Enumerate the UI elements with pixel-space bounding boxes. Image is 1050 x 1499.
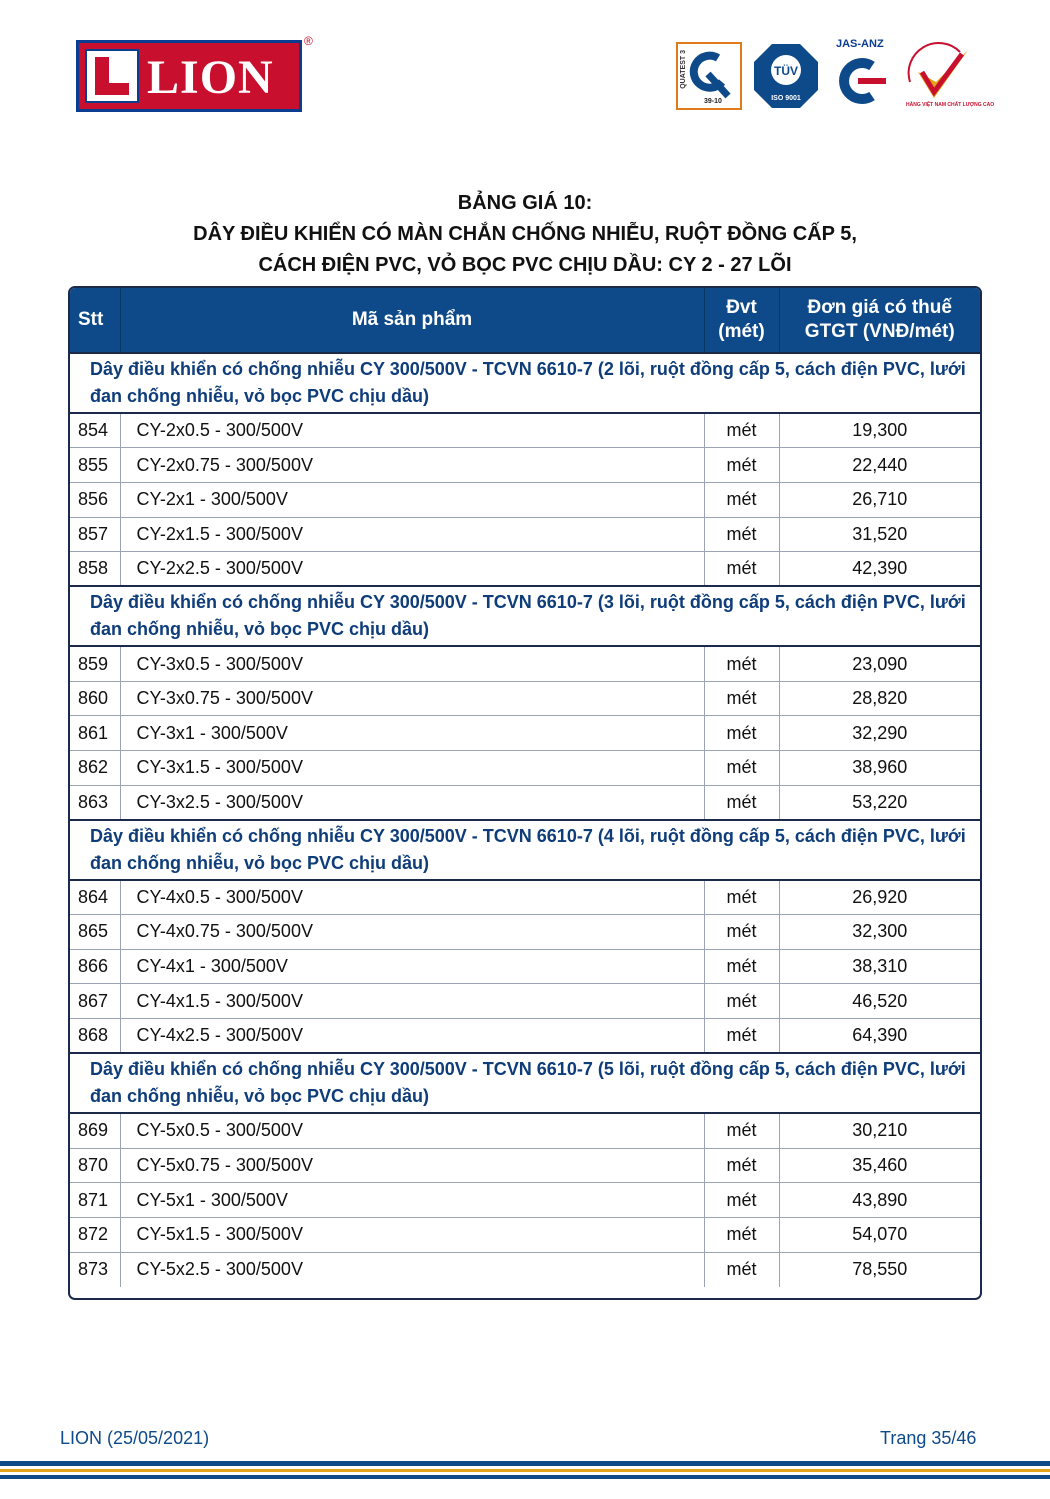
cell-price: 54,070 bbox=[779, 1217, 980, 1252]
cell-stt: 856 bbox=[70, 482, 120, 517]
jas-anz-label: JAS-ANZ bbox=[836, 38, 884, 50]
cell-stt: 868 bbox=[70, 1019, 120, 1054]
table-row bbox=[70, 984, 980, 1019]
cell-product-code: CY-5x1 - 300/500V bbox=[120, 1183, 704, 1218]
cell-product-code: CY-3x2.5 - 300/500V bbox=[120, 785, 704, 820]
header-price-line-2: GTGT (VNĐ/mét) bbox=[804, 321, 955, 342]
cell-unit: mét bbox=[704, 681, 779, 716]
footer-bar-blue-bottom bbox=[0, 1475, 1050, 1479]
cell-unit: mét bbox=[704, 1019, 779, 1054]
cell-product-code: CY-4x2.5 - 300/500V bbox=[120, 1019, 704, 1054]
table-row bbox=[70, 785, 980, 820]
table-header-row bbox=[70, 288, 980, 353]
jas-anz-certification-badge bbox=[832, 38, 888, 110]
cell-product-code: CY-4x0.5 - 300/500V bbox=[120, 880, 704, 915]
table-row bbox=[70, 1217, 980, 1252]
table-row bbox=[70, 448, 980, 483]
table-row bbox=[70, 482, 980, 517]
lion-logo-mark bbox=[85, 49, 139, 103]
cell-price: 78,550 bbox=[779, 1252, 980, 1287]
footer-page-number: Trang 35/46 bbox=[880, 1428, 977, 1448]
cell-price: 32,300 bbox=[779, 915, 980, 950]
cell-stt: 865 bbox=[70, 915, 120, 950]
cell-product-code: CY-4x0.75 - 300/500V bbox=[120, 915, 704, 950]
price-table-title-line-1: DÂY ĐIỀU KHIỂN CÓ MÀN CHẮN CHỐNG NHIỄU, RUỘT ĐỒNG CẤP 5, bbox=[193, 223, 857, 245]
cell-price: 28,820 bbox=[779, 681, 980, 716]
header-unit-line-1: Đvt bbox=[726, 297, 757, 318]
cell-unit: mét bbox=[704, 915, 779, 950]
price-table-title-line-2: CÁCH ĐIỆN PVC, VỎ BỌC PVC CHỊU DẦU: CY 2 - 27 LÕI bbox=[258, 254, 792, 276]
table-row bbox=[70, 1252, 980, 1287]
cell-stt: 869 bbox=[70, 1113, 120, 1148]
cell-price: 38,960 bbox=[779, 751, 980, 786]
cell-unit: mét bbox=[704, 1113, 779, 1148]
cell-stt: 871 bbox=[70, 1183, 120, 1218]
group-title: Dây điều khiển có chống nhiễu CY 300/500V - TCVN 6610-7 (3 lõi, ruột đồng cấp 5, cách điện PVC, lưới đan chống nhiễu, vỏ bọc PVC chịu dầu) bbox=[70, 586, 980, 646]
cell-product-code: CY-2x1.5 - 300/500V bbox=[120, 517, 704, 552]
cell-stt: 859 bbox=[70, 646, 120, 681]
cell-price: 38,310 bbox=[779, 949, 980, 984]
cell-stt: 863 bbox=[70, 785, 120, 820]
iso-text: ISO 9001 bbox=[771, 95, 801, 102]
cell-product-code: CY-3x1 - 300/500V bbox=[120, 716, 704, 751]
hvnclc-icon bbox=[904, 42, 974, 110]
footer-bar-blue bbox=[0, 1461, 1050, 1466]
cell-stt: 872 bbox=[70, 1217, 120, 1252]
cell-stt: 861 bbox=[70, 716, 120, 751]
cell-price: 35,460 bbox=[779, 1148, 980, 1183]
jas-anz-c-icon bbox=[832, 52, 888, 112]
cell-unit: mét bbox=[704, 1252, 779, 1287]
footer-company-date: LION (25/05/2021) bbox=[60, 1428, 210, 1448]
cell-product-code: CY-2x0.5 - 300/500V bbox=[120, 413, 704, 448]
header-unit bbox=[704, 288, 779, 353]
cell-stt: 870 bbox=[70, 1148, 120, 1183]
cell-unit: mét bbox=[704, 646, 779, 681]
cell-product-code: CY-5x0.5 - 300/500V bbox=[120, 1113, 704, 1148]
registered-mark: ® bbox=[304, 34, 313, 48]
group-header-row bbox=[70, 1053, 980, 1113]
header-product-code: Mã sản phẩm bbox=[120, 288, 704, 353]
cell-product-code: CY-5x1.5 - 300/500V bbox=[120, 1217, 704, 1252]
cell-stt: 873 bbox=[70, 1252, 120, 1287]
cell-unit: mét bbox=[704, 984, 779, 1019]
cell-price: 64,390 bbox=[779, 1019, 980, 1054]
table-row bbox=[70, 1019, 980, 1054]
tuv-icon bbox=[752, 42, 820, 110]
cell-stt: 857 bbox=[70, 517, 120, 552]
cell-product-code: CY-3x0.75 - 300/500V bbox=[120, 681, 704, 716]
lion-logo bbox=[76, 40, 302, 112]
price-table-number: BẢNG GIÁ 10: bbox=[457, 192, 593, 214]
group-header-row bbox=[70, 353, 980, 413]
cell-price: 32,290 bbox=[779, 716, 980, 751]
table-row bbox=[70, 915, 980, 950]
table-row bbox=[70, 1183, 980, 1218]
quatest-certification-badge bbox=[676, 42, 742, 110]
cell-stt: 864 bbox=[70, 880, 120, 915]
cell-price: 31,520 bbox=[779, 517, 980, 552]
brand-name: LION bbox=[147, 51, 274, 104]
table-row bbox=[70, 949, 980, 984]
cell-stt: 854 bbox=[70, 413, 120, 448]
table-row bbox=[70, 716, 980, 751]
table-row bbox=[70, 517, 980, 552]
cell-price: 22,440 bbox=[779, 448, 980, 483]
cell-unit: mét bbox=[704, 482, 779, 517]
table-row bbox=[70, 751, 980, 786]
cell-product-code: CY-5x0.75 - 300/500V bbox=[120, 1148, 704, 1183]
cell-unit: mét bbox=[704, 751, 779, 786]
header-unit-line-2: (mét) bbox=[718, 321, 765, 342]
cell-unit: mét bbox=[704, 949, 779, 984]
cell-unit: mét bbox=[704, 880, 779, 915]
cell-price: 46,520 bbox=[779, 984, 980, 1019]
cell-stt: 867 bbox=[70, 984, 120, 1019]
group-title: Dây điều khiển có chống nhiễu CY 300/500V - TCVN 6610-7 (2 lõi, ruột đồng cấp 5, cách điện PVC, lưới đan chống nhiễu, vỏ bọc PVC chịu dầu) bbox=[70, 353, 980, 413]
table-row bbox=[70, 880, 980, 915]
cell-product-code: CY-3x1.5 - 300/500V bbox=[120, 751, 704, 786]
group-header-row bbox=[70, 586, 980, 646]
group-title: Dây điều khiển có chống nhiễu CY 300/500V - TCVN 6610-7 (5 lõi, ruột đồng cấp 5, cách điện PVC, lưới đan chống nhiễu, vỏ bọc PVC chịu dầu) bbox=[70, 1053, 980, 1113]
cell-stt: 858 bbox=[70, 552, 120, 587]
cell-product-code: CY-4x1 - 300/500V bbox=[120, 949, 704, 984]
cell-price: 26,710 bbox=[779, 482, 980, 517]
cell-unit: mét bbox=[704, 517, 779, 552]
cell-product-code: CY-5x2.5 - 300/500V bbox=[120, 1252, 704, 1287]
cell-unit: mét bbox=[704, 1217, 779, 1252]
cell-unit: mét bbox=[704, 552, 779, 587]
header-unit-price bbox=[779, 288, 980, 353]
table-row bbox=[70, 413, 980, 448]
hvnclc-label: HÀNG VIỆT NAM CHẤT LƯỢNG CAO bbox=[906, 102, 995, 108]
group-header-row bbox=[70, 820, 980, 880]
cell-unit: mét bbox=[704, 1148, 779, 1183]
cell-price: 19,300 bbox=[779, 413, 980, 448]
footer-bar-gold bbox=[0, 1469, 1050, 1472]
table-row bbox=[70, 1148, 980, 1183]
cell-price: 42,390 bbox=[779, 552, 980, 587]
cell-unit: mét bbox=[704, 448, 779, 483]
quatest-label: QUATEST 3 bbox=[680, 50, 687, 89]
table-row bbox=[70, 1113, 980, 1148]
cell-product-code: CY-2x1 - 300/500V bbox=[120, 482, 704, 517]
header-stt: Stt bbox=[70, 288, 120, 353]
cell-stt: 866 bbox=[70, 949, 120, 984]
cell-price: 53,220 bbox=[779, 785, 980, 820]
cell-product-code: CY-3x0.5 - 300/500V bbox=[120, 646, 704, 681]
hang-viet-nam-chat-luong-cao-badge bbox=[904, 42, 995, 110]
cell-price: 43,890 bbox=[779, 1183, 980, 1218]
table-row bbox=[70, 646, 980, 681]
cell-price: 26,920 bbox=[779, 880, 980, 915]
cell-unit: mét bbox=[704, 785, 779, 820]
table-row bbox=[70, 681, 980, 716]
cell-stt: 860 bbox=[70, 681, 120, 716]
cell-stt: 862 bbox=[70, 751, 120, 786]
cell-unit: mét bbox=[704, 1183, 779, 1218]
quatest-number: 39-10 bbox=[704, 98, 722, 105]
tuv-certification-badge bbox=[752, 42, 820, 110]
table-row bbox=[70, 552, 980, 587]
cell-stt: 855 bbox=[70, 448, 120, 483]
cell-unit: mét bbox=[704, 413, 779, 448]
cell-product-code: CY-4x1.5 - 300/500V bbox=[120, 984, 704, 1019]
cell-unit: mét bbox=[704, 716, 779, 751]
cell-product-code: CY-2x2.5 - 300/500V bbox=[120, 552, 704, 587]
tuv-text: TÜV bbox=[774, 64, 798, 78]
header-price-line-1: Đơn giá có thuế bbox=[807, 297, 952, 318]
price-table bbox=[68, 286, 982, 1300]
cell-product-code: CY-2x0.75 - 300/500V bbox=[120, 448, 704, 483]
group-title: Dây điều khiển có chống nhiễu CY 300/500V - TCVN 6610-7 (4 lõi, ruột đồng cấp 5, cách điện PVC, lưới đan chống nhiễu, vỏ bọc PVC chịu dầu) bbox=[70, 820, 980, 880]
cell-price: 30,210 bbox=[779, 1113, 980, 1148]
cell-price: 23,090 bbox=[779, 646, 980, 681]
